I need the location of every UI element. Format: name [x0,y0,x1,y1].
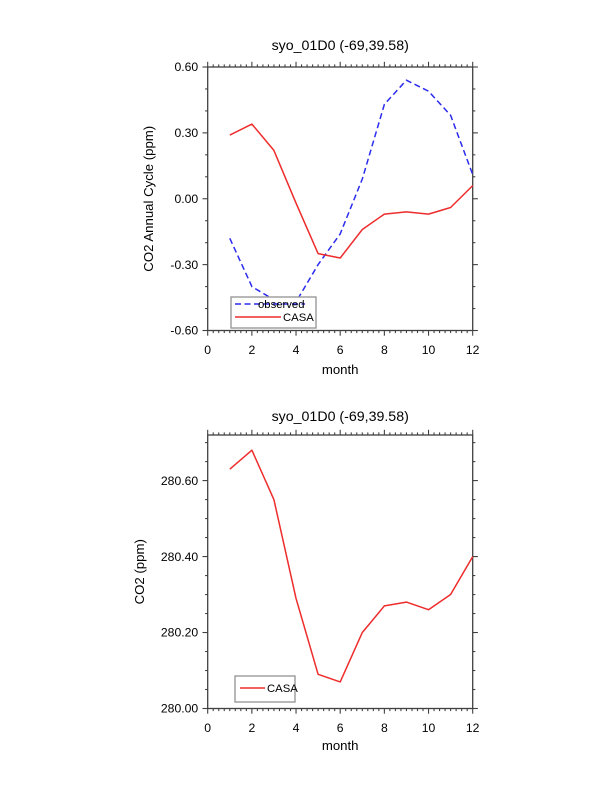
y-tick-label: 0.30 [174,126,199,141]
x-tick-label: 10 [421,721,436,735]
y-tick-label: 280.60 [160,473,199,488]
y-tick-label: 0.00 [174,191,199,206]
y-tick-label: 280.00 [160,701,199,716]
legend [235,676,298,702]
y-axis-title: CO2 Annual Cycle (ppm) [141,125,156,272]
x-tick-label: 12 [465,721,480,735]
chart-title: syo_01D0 (-69,39.58) [271,38,409,54]
y-tick-label: -0.30 [170,257,199,272]
y-tick-label: -0.60 [170,323,199,338]
x-tick-label: 4 [292,343,300,357]
series-casa-line [230,124,473,258]
chart-annual-cycle [141,38,480,377]
plot-frame [208,67,473,331]
axis-ticks [203,62,478,336]
x-tick-label: 8 [380,343,388,357]
x-tick-label: 10 [421,343,436,357]
plot-frame [208,435,473,709]
x-tick-label: 0 [204,343,212,357]
legend-label-casa: CASA [283,312,314,324]
x-tick-label: 4 [292,721,300,735]
x-tick-label: 0 [204,721,212,735]
chart-title: syo_01D0 (-69,39.58) [271,409,409,425]
legend-label-casa: CASA [267,683,298,695]
y-tick-label: 0.60 [174,60,199,75]
y-axis-title: CO2 (ppm) [132,539,147,605]
x-tick-label: 12 [465,343,480,357]
y-tick-label: 280.40 [160,549,199,564]
legend [231,297,316,328]
x-axis-title: month [321,738,359,753]
x-axis-title: month [321,362,359,377]
legend-label-observed: observed [258,299,305,311]
series-observed-line [230,80,473,302]
chart-co2 [132,409,480,753]
series-casa-line [230,450,473,682]
x-tick-label: 6 [336,721,344,735]
x-tick-label: 2 [248,343,256,357]
x-tick-label: 8 [380,721,388,735]
x-tick-label: 6 [336,343,344,357]
axis-ticks [203,430,478,714]
y-tick-label: 280.20 [160,625,199,640]
x-tick-label: 2 [248,721,256,735]
